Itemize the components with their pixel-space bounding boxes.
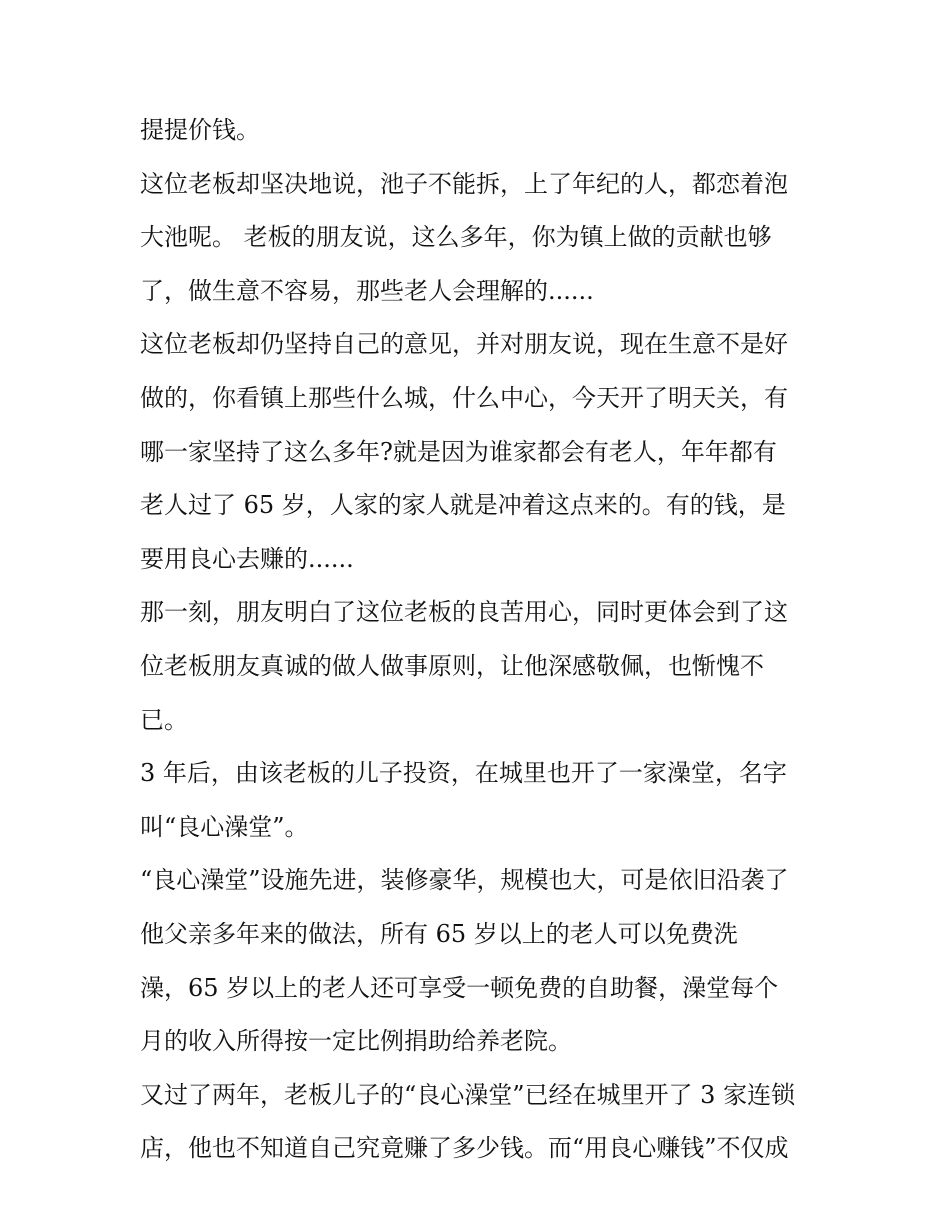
text-line: 又过了两年，老板儿子的“良心澡堂”已经在城里开了 3 家连锁 — [140, 1080, 796, 1109]
text-line: 老人过了 65 岁，人家的家人就是冲着这点来的。有的钱，是 — [140, 491, 786, 520]
text-line: 澡，65 岁以上的老人还可享受一顿免费的自助餐，澡堂每个 — [140, 973, 779, 1002]
text-line: 做的，你看镇上那些什么城，什么中心，今天开了明天关，有 — [140, 383, 788, 412]
text-line: 那一刻，朋友明白了这位老板的良苦用心，同时更体会到了这 — [140, 598, 788, 627]
text-line: 叫“良心澡堂”。 — [140, 812, 309, 841]
text-line: 店，他也不知道自己究竟赚了多少钱。而“用良心赚钱”不仅成 — [140, 1134, 789, 1163]
text-line: 大池呢。 老板的朋友说，这么多年，你为镇上做的贡献也够 — [140, 223, 772, 252]
text-line: 了，做生意不容易，那些老人会理解的...... — [140, 276, 594, 305]
body-text — [140, 110, 820, 1168]
text-line: “良心澡堂”设施先进，装修豪华，规模也大，可是依旧沿袭了 — [140, 866, 789, 895]
text-line: 哪一家坚持了这么多年?就是因为谁家都会有老人，年年都有 — [140, 437, 777, 466]
text-line: 这位老板却坚决地说，池子不能拆，上了年纪的人，都恋着泡 — [140, 169, 788, 198]
text-line: 这位老板却仍坚持自己的意见，并对朋友说，现在生意不是好 — [140, 330, 788, 359]
text-line: 位老板朋友真诚的做人做事原则，让他深感敬佩，也惭愧不 — [140, 651, 764, 680]
text-line: 月的收入所得按一定比例捐助给养老院。 — [140, 1027, 572, 1056]
text-line: 3 年后，由该老板的儿子投资，在城里也开了一家澡堂，名字 — [140, 759, 787, 788]
text-line: 提提价钱。 — [140, 116, 260, 144]
text-line: 已。 — [140, 705, 188, 734]
text-line: 要用良心去赚的...... — [140, 544, 354, 573]
text-line: 他父亲多年来的做法，所有 65 岁以上的老人可以免费洗 — [140, 919, 738, 948]
